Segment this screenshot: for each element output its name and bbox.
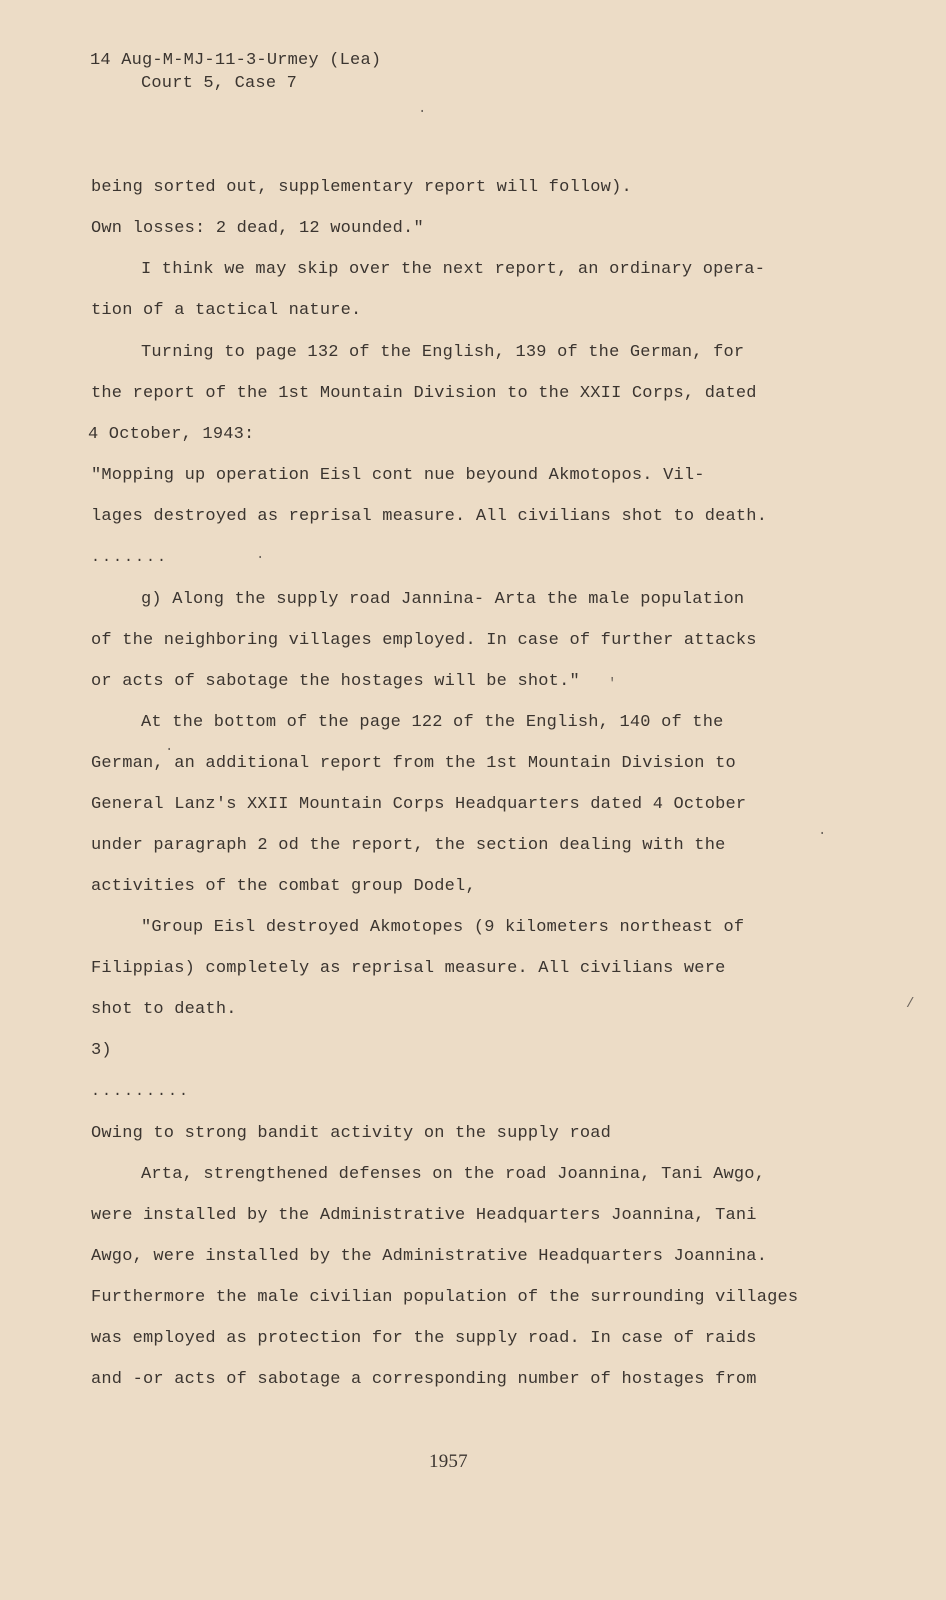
text-line: "Group Eisl destroyed Akmotopes (9 kilometers northeast of: [141, 918, 745, 937]
text-line: Turning to page 132 of the English, 139 of the German, for: [141, 343, 745, 362]
text-line: "Mopping up operation Eisl cont nue beyound Akmotopos. Vil-: [91, 466, 705, 485]
stray-mark: ·: [418, 104, 427, 120]
case-header-line-1: 14 Aug-M-MJ-11-3-Urmey (Lea): [90, 51, 382, 70]
text-line: shot to death.: [91, 1000, 237, 1019]
text-line: being sorted out, supplementary report will follow).: [91, 178, 632, 197]
text-line: or acts of sabotage the hostages will be shot.": [91, 672, 580, 691]
text-line: At the bottom of the page 122 of the English, 140 of the: [141, 713, 724, 732]
stray-mark: ·: [256, 550, 265, 566]
text-line: tion of a tactical nature.: [91, 301, 362, 320]
text-line: General Lanz's XXII Mountain Corps Headquarters dated 4 October: [91, 795, 747, 814]
stray-mark: ′: [608, 676, 617, 692]
text-line: was employed as protection for the supply road. In case of raids: [91, 1329, 757, 1348]
text-line: Furthermore the male civilian population of the surrounding villages: [91, 1288, 799, 1307]
text-line: the report of the 1st Mountain Division to the XXII Corps, dated: [91, 384, 757, 403]
text-line: g) Along the supply road Jannina- Arta the male population: [141, 590, 745, 609]
page-number: 1957: [429, 1451, 468, 1472]
text-line: German, an additional report from the 1st Mountain Division to: [91, 754, 736, 773]
text-line: Awgo, were installed by the Administrative Headquarters Joannina.: [91, 1247, 768, 1266]
text-line: and -or acts of sabotage a corresponding number of hostages from: [91, 1370, 757, 1389]
text-line: Arta, strengthened defenses on the road Joannina, Tani Awgo,: [141, 1165, 766, 1184]
text-line: lages destroyed as reprisal measure. All civilians shot to death.: [91, 507, 768, 526]
stray-mark: /: [906, 996, 915, 1012]
text-line: 4 October, 1943:: [88, 425, 255, 444]
text-line: Owing to strong bandit activity on the supply road: [91, 1124, 612, 1143]
text-line: were installed by the Administrative Headquarters Joannina, Tani: [91, 1206, 757, 1225]
stray-mark: ·: [818, 826, 827, 842]
text-line: Filippias) completely as reprisal measure. All civilians were: [91, 959, 726, 978]
text-line: Own losses: 2 dead, 12 wounded.": [91, 219, 424, 238]
case-header-line-2: Court 5, Case 7: [141, 74, 298, 93]
text-line: activities of the combat group Dodel,: [91, 877, 476, 896]
ellipsis-row: .........: [91, 1083, 191, 1100]
stray-mark: ·: [165, 742, 174, 758]
text-line: under paragraph 2 od the report, the section dealing with the: [91, 836, 726, 855]
text-line: of the neighboring villages employed. In case of further attacks: [91, 631, 757, 650]
text-line: 3): [91, 1041, 112, 1060]
ellipsis-row: .......: [91, 549, 169, 566]
text-line: I think we may skip over the next report, an ordinary opera-: [141, 260, 766, 279]
